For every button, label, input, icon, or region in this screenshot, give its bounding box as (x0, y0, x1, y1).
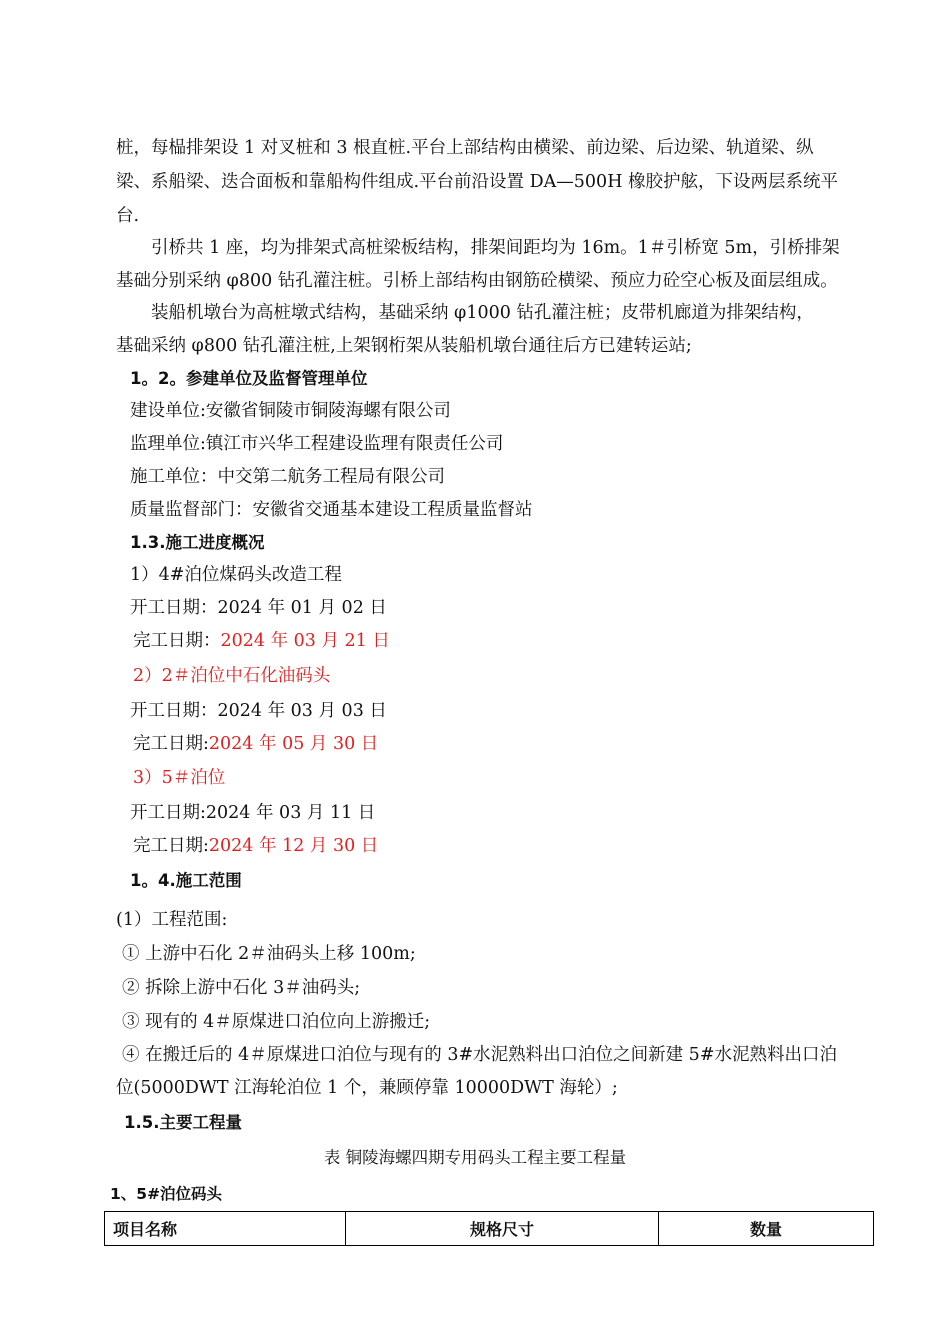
scope-item: ③ 现有的 4＃原煤进口泊位向上游搬迁; (122, 1012, 431, 1032)
item-title: 1）4#泊位煤码头改造工程 (130, 565, 342, 585)
paragraph-line: 装船机墩台为高桩墩式结构，基础采纳 φ1000 钻孔灌注桩；皮带机廊道为排架结构， (151, 303, 814, 323)
scope-title: (1）工程范围: (116, 910, 228, 930)
header-cell: 规格尺寸 (346, 1212, 659, 1246)
start-date: 开工日期:2024 年 03 月 11 日 (130, 803, 376, 823)
quality-dept-line: 质量监督部门：安徽省交通基本建设工程质量监督站 (130, 500, 533, 520)
scope-item-cont: 位(5000DWT 江海轮泊位 1 个，兼顾停靠 10000DWT 海轮）; (116, 1078, 618, 1098)
section-heading: 1。4.施工范围 (130, 871, 242, 890)
scope-item: ① 上游中石化 2＃油码头上移 100m; (122, 944, 416, 964)
start-date: 开工日期：2024 年 03 月 03 日 (130, 701, 387, 721)
end-date-value: 2024 年 03 月 21 日 (220, 631, 390, 651)
table-header-row (105, 1212, 874, 1246)
sub-heading: 1、5#泊位码头 (110, 1185, 223, 1203)
quantities-table (104, 1211, 874, 1246)
end-date (133, 733, 378, 755)
end-date-value: 2024 年 05 月 30 日 (208, 734, 379, 754)
table-caption: 表 铜陵海螺四期专用码头工程主要工程量 (323, 1148, 627, 1167)
item-title: 2）2＃泊位中石化油码头 (133, 666, 331, 686)
end-date (133, 630, 390, 652)
owner-line: 建设单位:安徽省铜陵市铜陵海螺有限公司 (130, 401, 451, 421)
end-date-label: 完工日期: (133, 734, 209, 754)
paragraph-line: 台. (116, 206, 140, 226)
end-date-label: 完工日期: (133, 836, 209, 856)
section-heading: 1。2。参建单位及监督管理单位 (130, 369, 368, 388)
start-date: 开工日期：2024 年 01 月 02 日 (130, 598, 387, 618)
paragraph-line: 基础分别采纳 φ800 钻孔灌注桩。引桥上部结构由钢筋砼横梁、预应力砼空心板及面层组成。 (116, 271, 838, 291)
header-cell: 数量 (659, 1212, 874, 1246)
header-cell: 项目名称 (105, 1212, 346, 1246)
contractor-line: 施工单位：中交第二航务工程局有限公司 (130, 467, 445, 487)
paragraph-line: 基础采纳 φ800 钻孔灌注桩,上架钢桁架从装船机墩台通往后方已建转运站; (116, 336, 692, 356)
paragraph-line: 梁、系船梁、迭合面板和靠船构件组成.平台前沿设置 DA—500H 橡胶护舷，下设两层系统平 (116, 172, 839, 192)
item-title: 3）5＃泊位 (133, 768, 226, 788)
section-heading: 1.3.施工进度概况 (130, 533, 265, 552)
section-heading: 1.5.主要工程量 (124, 1113, 242, 1132)
end-date (133, 835, 378, 857)
scope-item: ④ 在搬迁后的 4＃原煤进口泊位与现有的 3#水泥熟料出口泊位之间新建 5#水泥熟料出口泊 (122, 1045, 837, 1065)
paragraph-line: 桩，每榀排架设 1 对叉桩和 3 根直桩.平台上部结构由横梁、前边梁、后边梁、轨道梁、纵 (116, 138, 814, 158)
end-date-value: 2024 年 12 月 30 日 (208, 836, 379, 856)
end-date-label: 完工日期： (133, 631, 221, 651)
supervisor-line: 监理单位:镇江市兴华工程建设监理有限责任公司 (130, 434, 504, 454)
paragraph-line: 引桥共 1 座，均为排架式高桩梁板结构，排架间距均为 16m。1＃引桥宽 5m，引桥排架 (151, 238, 840, 258)
scope-item: ② 拆除上游中石化 3＃油码头; (122, 978, 361, 998)
